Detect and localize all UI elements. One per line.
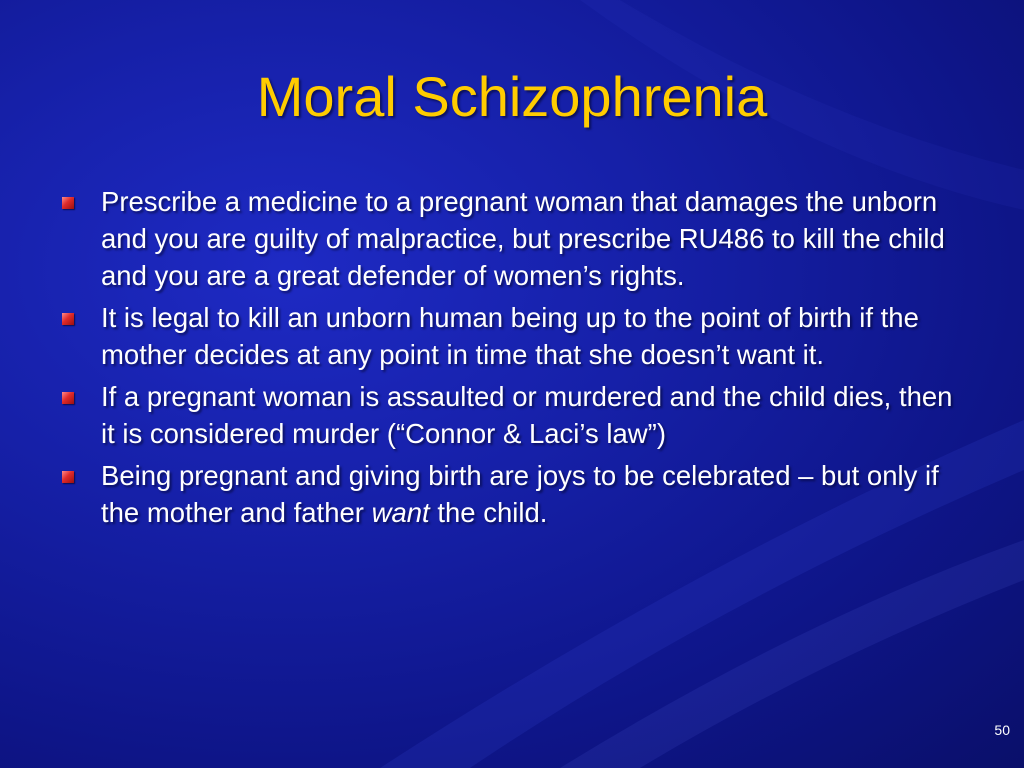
red-square-bullet-icon bbox=[62, 392, 74, 404]
bullet-text-before: Being pregnant and giving birth are joys to be celebrated – but only if the mother and father bbox=[101, 460, 939, 528]
bullet-text: Prescribe a medicine to a pregnant woman that damages the unborn and you are guilty of malpractice, but prescribe RU486 to kill the child and you are a great defender of women’s rights. bbox=[101, 186, 945, 291]
red-square-bullet-icon bbox=[62, 471, 74, 483]
page-number: 50 bbox=[994, 722, 1010, 738]
slide-title: Moral Schizophrenia bbox=[256, 65, 768, 128]
bullet-item bbox=[62, 457, 967, 531]
bullet-text: If a pregnant woman is assaulted or murdered and the child dies, then it is considered murder (“Connor & Laci’s law”) bbox=[101, 381, 953, 449]
red-square-bullet-icon bbox=[62, 197, 74, 209]
bullet-item bbox=[62, 183, 967, 294]
bullet-text-emphasis: want bbox=[371, 497, 430, 528]
red-square-bullet-icon bbox=[62, 313, 74, 325]
bullet-list bbox=[62, 183, 967, 536]
bullet-item bbox=[62, 378, 967, 452]
bullet-text: It is legal to kill an unborn human being up to the point of birth if the mother decides at any point in time that she doesn’t want it. bbox=[101, 302, 919, 370]
bullet-text-after: the child. bbox=[429, 497, 548, 528]
bullet-item bbox=[62, 299, 967, 373]
